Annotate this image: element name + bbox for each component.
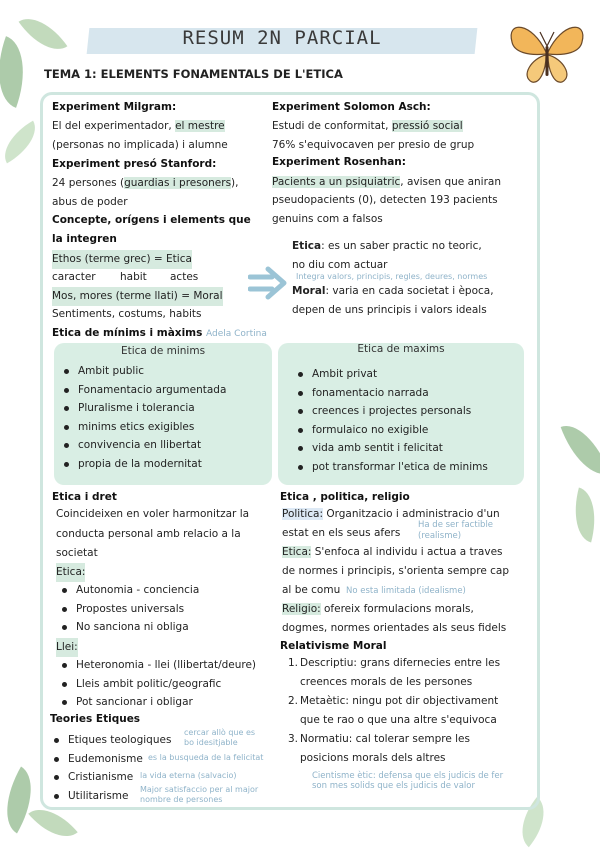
rosenhan-heading: Experiment Rosenhan: bbox=[272, 156, 406, 168]
politica-note: Ha de ser factible bbox=[418, 520, 494, 530]
text: : es un saber practic no teoric, bbox=[321, 240, 482, 252]
text: , avisen que aniran bbox=[400, 176, 501, 188]
politica-etica-line-2: de normes i principis, s'orienta sempre cap bbox=[282, 565, 509, 577]
asch-heading: Experiment Solomon Asch: bbox=[272, 101, 431, 113]
etica-definition-line-2: no diu com actuar bbox=[292, 259, 388, 271]
teoria-note: Major satisfaccio per al major bbox=[140, 785, 259, 794]
maxims-item: Ambit privat bbox=[296, 365, 488, 384]
leaf-decoration bbox=[0, 121, 45, 164]
ethos-line: Ethos (terme grec) = Etica bbox=[52, 250, 192, 269]
item-line-2: que te rao o que una altre s'equivoca bbox=[300, 713, 497, 726]
text: ), bbox=[231, 177, 239, 189]
rosenhan-line-1 bbox=[272, 173, 501, 192]
highlight: pressió social bbox=[391, 120, 463, 132]
dret-llei-label: Llei: bbox=[56, 638, 78, 657]
minims-item: Ambit public bbox=[62, 362, 226, 381]
politica-etica-line-3: al be comu bbox=[282, 584, 341, 596]
maxims-list bbox=[296, 365, 488, 476]
text: Estudi de conformitat, bbox=[272, 120, 392, 132]
item-line-1: Normatiu: cal tolerar sempre les bbox=[300, 733, 470, 745]
maxims-item: fonamentacio narrada bbox=[296, 384, 488, 403]
leaf-decoration bbox=[0, 36, 38, 108]
politica-etica-line-1 bbox=[282, 543, 503, 562]
maxims-item: creences i projectes personals bbox=[296, 402, 488, 421]
dret-llei-item: Heteronomia - llei (llibertat/deure) bbox=[60, 656, 256, 675]
politica-note: (realisme) bbox=[418, 531, 462, 541]
minims-list bbox=[62, 362, 226, 473]
text: Organitzacio i administracio d'un bbox=[323, 508, 500, 520]
dret-etica-list bbox=[60, 581, 199, 637]
politica-label: Politica: bbox=[282, 508, 323, 520]
item-line-2: posicions morals dels altres bbox=[300, 751, 446, 764]
highlight: el mestre bbox=[175, 120, 225, 132]
minims-maxims-note: Adela Cortina bbox=[206, 329, 267, 339]
ethos-word-3: actes bbox=[170, 271, 199, 283]
dret-llei-item: Pot sancionar i obligar bbox=[60, 693, 256, 712]
maxims-item: formulaico no exigible bbox=[296, 421, 488, 440]
etica-label: Etica bbox=[292, 240, 322, 252]
relativisme-item bbox=[288, 654, 500, 691]
page-title: RESUM 2N PARCIAL bbox=[182, 27, 382, 49]
text: ofereix formulacions morals, bbox=[320, 603, 474, 615]
ethos-word-2: habit bbox=[120, 271, 147, 283]
maxims-item: pot transformar l'etica de minims bbox=[296, 458, 488, 477]
etica-label: Etica: bbox=[282, 546, 312, 558]
teoria-item: Etiques teologiques bbox=[52, 731, 171, 750]
teoria-note: bo idesitjable bbox=[184, 738, 238, 747]
teoria-item: Eudemonisme bbox=[52, 750, 171, 769]
religio-line-2: dogmes, normes orientades als seus fidels bbox=[282, 622, 507, 634]
ethos-word-1: caracter bbox=[52, 271, 96, 283]
item-number: 2. bbox=[288, 695, 299, 707]
teoria-item: Cristianisme bbox=[52, 768, 171, 787]
arrow-right-icon bbox=[248, 266, 288, 300]
dret-etica-item: No sanciona ni obliga bbox=[60, 618, 199, 637]
concepte-heading-2: la integren bbox=[52, 233, 117, 245]
teories-heading: Teories Etiques bbox=[50, 713, 141, 725]
politica-etica-note: No esta limitada (idealisme) bbox=[346, 586, 466, 596]
rosenhan-line-3: genuins com a falsos bbox=[272, 213, 383, 225]
relativisme-note: Cientisme ètic: defensa que els judicis de fer bbox=[312, 771, 504, 781]
highlight: Pacients a un psiquiatric bbox=[272, 176, 401, 188]
etica-definition bbox=[292, 237, 482, 256]
item-line-1: Descriptiu: grans difernecies entre les bbox=[300, 657, 501, 669]
teoria-note: la vida eterna (salvacio) bbox=[140, 771, 237, 780]
minims-item: Pluralisme i tolerancia bbox=[62, 399, 226, 418]
etica-note: Integra valors, principis, regles, deures, normes bbox=[296, 272, 488, 281]
item-number: 1. bbox=[288, 657, 299, 669]
maxims-title: Etica de maxims bbox=[357, 343, 445, 355]
teoria-item: Utilitarisme bbox=[52, 787, 171, 806]
dret-etica-label: Etica: bbox=[56, 563, 85, 582]
leaf-decoration bbox=[566, 487, 600, 542]
leaf-decoration bbox=[561, 417, 600, 484]
minims-item: convivencia en llibertat bbox=[62, 436, 226, 455]
milgram-line-2: (personas no implicada) i alumne bbox=[52, 139, 228, 151]
mos-line: Mos, mores (terme llati) = Moral bbox=[52, 287, 223, 306]
section-title: TEMA 1: ELEMENTS FONAMENTALS DE L'ETICA bbox=[44, 67, 343, 81]
teoria-note: nombre de persones bbox=[140, 795, 223, 804]
relativisme-heading: Relativisme Moral bbox=[280, 640, 387, 652]
teoria-note: cercar allò que es bbox=[184, 728, 256, 737]
moral-label: Moral bbox=[292, 285, 326, 297]
stanford-line-2: abus de poder bbox=[52, 196, 128, 208]
politica-heading: Etica , politica, religio bbox=[280, 491, 410, 503]
item-number: 3. bbox=[288, 733, 299, 745]
highlight: guardias i presoners bbox=[124, 177, 232, 189]
dret-etica-item: Propostes universals bbox=[60, 600, 199, 619]
mos-row: Sentiments, costums, habits bbox=[52, 308, 202, 320]
dret-line-3: societat bbox=[56, 547, 98, 559]
text: 24 persones ( bbox=[52, 177, 125, 189]
text: : varia en cada societat i època, bbox=[325, 285, 494, 297]
butterfly-icon bbox=[502, 18, 592, 90]
dret-llei-item: Lleis ambit politic/geografic bbox=[60, 675, 256, 694]
religio-line-1 bbox=[282, 600, 474, 619]
politica-line-2: estat en els seus afers bbox=[282, 527, 401, 539]
minims-maxims-heading: Etica de mínims i màxims bbox=[52, 327, 203, 339]
minims-item: propia de la modernitat bbox=[62, 455, 226, 474]
rosenhan-line-2: pseudopacients (0), detecten 193 pacients bbox=[272, 194, 498, 206]
leaf-decoration bbox=[19, 7, 68, 61]
relativisme-note: son mes solids que els judicis de valor bbox=[312, 781, 475, 791]
asch-line-2: 76% s'equivocaven per presio de grup bbox=[272, 139, 475, 151]
milgram-line-1 bbox=[52, 117, 225, 136]
concepte-heading-1: Concepte, orígens i elements que bbox=[52, 214, 251, 226]
milgram-heading: Experiment Milgram: bbox=[52, 101, 177, 113]
minims-item: Fonamentacio argumentada bbox=[62, 381, 226, 400]
dret-line-1: Coincideixen en voler harmonitzar la bbox=[56, 508, 250, 520]
teoria-note: es la busqueda de la felicitat bbox=[148, 753, 264, 762]
stanford-line-1 bbox=[52, 174, 238, 193]
dret-line-2: conducta personal amb relacio a la bbox=[56, 528, 241, 540]
moral-definition bbox=[292, 282, 494, 301]
minims-item: minims etics exigibles bbox=[62, 418, 226, 437]
text: S'enfoca al individu i actua a traves bbox=[311, 546, 503, 558]
relativisme-item bbox=[288, 730, 500, 767]
dret-llei-list bbox=[60, 656, 256, 712]
religio-label: Religio: bbox=[282, 603, 321, 615]
moral-definition-line-2: depen de uns principis i valors ideals bbox=[292, 304, 487, 316]
stanford-heading: Experiment presó Stanford: bbox=[52, 158, 217, 170]
asch-line-1 bbox=[272, 117, 463, 136]
dret-heading: Etica i dret bbox=[52, 491, 117, 503]
text: El del experimentador, bbox=[52, 120, 176, 132]
dret-etica-item: Autonomia - conciencia bbox=[60, 581, 199, 600]
maxims-item: vida amb sentit i felicitat bbox=[296, 439, 488, 458]
relativisme-list bbox=[288, 654, 500, 768]
minims-title: Etica de minims bbox=[120, 345, 206, 357]
item-line-2: creences morals de les persones bbox=[300, 675, 473, 688]
item-line-1: Metaètic: ningu pot dir objectivament bbox=[300, 695, 499, 707]
relativisme-item bbox=[288, 692, 500, 729]
